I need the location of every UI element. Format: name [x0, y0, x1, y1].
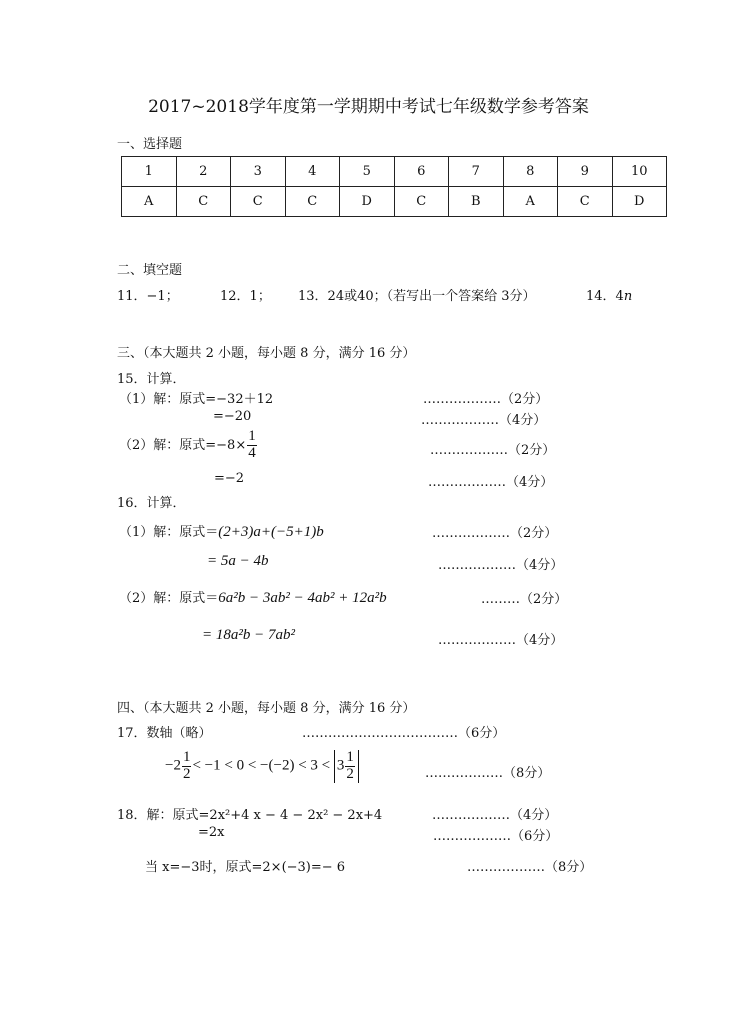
score-q16-2-a: ………（2分）: [481, 592, 568, 607]
answer-cell: C: [285, 187, 340, 217]
answer-cell: A: [122, 187, 177, 217]
score-q18-a: ………………（4分）: [432, 808, 558, 823]
question-number-cell: 3: [231, 157, 286, 187]
q17-frac-den: 2: [182, 765, 191, 782]
q16-2-prefix: （2）解：原式＝: [119, 591, 219, 606]
answer-q13: 13．24或40；（若写出一个答案给 3分）: [298, 289, 536, 304]
score-q17-a: ………………………………（6分）: [302, 726, 506, 741]
q17-label: 17．数轴（略）: [117, 726, 212, 741]
question-number-cell: 2: [176, 157, 231, 187]
question-number-cell: 10: [612, 157, 667, 187]
q17-inequality: [165, 750, 359, 783]
answer-q11: 11．−1；: [117, 289, 179, 304]
table-row-answers: [122, 187, 667, 217]
answer-q14-var: n: [623, 289, 633, 304]
score-q17-b: ………………（8分）: [425, 766, 551, 781]
question-number-cell: 6: [394, 157, 449, 187]
question-number-cell: 1: [122, 157, 177, 187]
question-number-cell: 5: [340, 157, 395, 187]
answer-cell: C: [176, 187, 231, 217]
section2-heading: 二、填空题: [117, 263, 183, 278]
answer-cell: C: [231, 187, 286, 217]
answer-table: [121, 156, 667, 217]
q16-label: 16．计算．: [117, 496, 186, 511]
q17-abs-num: 1: [346, 749, 354, 765]
score-q18-c: ………………（8分）: [467, 860, 593, 875]
answer-cell: B: [449, 187, 504, 217]
section4-heading: 四、（本大题共 2 小题，每小题 8 分，满分 16 分）: [117, 701, 416, 716]
q15-2-num: 1: [248, 428, 256, 444]
question-number-cell: 8: [503, 157, 558, 187]
q15-2-prefix: （2）解：原式=−8×: [119, 437, 247, 453]
q16-1-prefix: （1）解：原式＝: [119, 525, 219, 540]
score-q15-1-b: ………………（4分）: [421, 413, 547, 428]
q16-2-expr: 6a²b − 3ab² − 4ab² + 12a²b: [218, 590, 387, 606]
q16-1-result: = 5a − 4b: [207, 553, 269, 569]
page-title: 2017~2018学年度第一学期期中考试七年级数学参考答案: [148, 97, 589, 117]
score-q16-1-a: ………………（2分）: [432, 526, 558, 541]
answer-cell: D: [340, 187, 395, 217]
answer-cell: A: [503, 187, 558, 217]
score-q16-2-b: ………………（4分）: [438, 633, 564, 648]
q17-frac-num: 1: [182, 749, 191, 765]
q17-fraction: [182, 750, 192, 783]
q17-absolute-value: [334, 750, 359, 783]
q17-abs-whole: 3: [336, 757, 345, 774]
answer-q14: [586, 285, 632, 304]
question-number-cell: 9: [558, 157, 613, 187]
q16-2-step1: [119, 587, 387, 607]
q17-expr-middle: < −1 < 0 < −(−2) < 3 <: [192, 757, 331, 774]
answer-cell: D: [612, 187, 667, 217]
q15-1-step1: （1）解：原式=−32＋12: [119, 392, 274, 407]
q18-step3: 当 x=−3时，原式=2×(−3)=− 6: [145, 860, 346, 875]
q18-step2: =2x: [198, 825, 225, 840]
answer-q14-prefix: 14．4: [586, 289, 624, 304]
section1-heading: 一、选择题: [117, 137, 183, 152]
section3-heading: 三、（本大题共 2 小题，每小题 8 分，满分 16 分）: [117, 346, 416, 361]
q16-1-step2: [207, 553, 269, 570]
q16-1-step1: [119, 521, 324, 541]
q15-1-step2: =−20: [213, 409, 252, 424]
q18-step1: 18．解：原式=2x²+4 x − 4 − 2x² − 2x+4: [117, 808, 383, 823]
q15-2-step1: [119, 429, 258, 462]
answer-cell: C: [558, 187, 613, 217]
score-q15-1-a: ………………（2分）: [423, 392, 549, 407]
q15-label: 15．计算．: [117, 372, 186, 387]
score-q15-2-b: ………………（4分）: [428, 475, 554, 490]
score-q16-1-b: ………………（4分）: [438, 558, 564, 573]
score-q15-2-a: ………………（2分）: [430, 443, 556, 458]
q15-2-step2: =−2: [214, 471, 245, 486]
q17-expr-start: −2: [165, 757, 181, 774]
score-q18-b: ………………（6分）: [433, 829, 559, 844]
q17-abs-den: 2: [346, 765, 354, 782]
answer-cell: C: [394, 187, 449, 217]
q16-2-result: = 18a²b − 7ab²: [202, 627, 295, 643]
q16-1-expr: (2+3)a+(−5+1)b: [218, 524, 324, 540]
table-row-numbers: [122, 157, 667, 187]
answer-q12: 12．1；: [220, 289, 271, 304]
q16-2-step2: [202, 627, 295, 644]
question-number-cell: 4: [285, 157, 340, 187]
q15-2-fraction: [247, 429, 257, 462]
question-number-cell: 7: [449, 157, 504, 187]
q17-abs-fraction: [345, 750, 355, 783]
q15-2-den: 4: [248, 444, 256, 461]
